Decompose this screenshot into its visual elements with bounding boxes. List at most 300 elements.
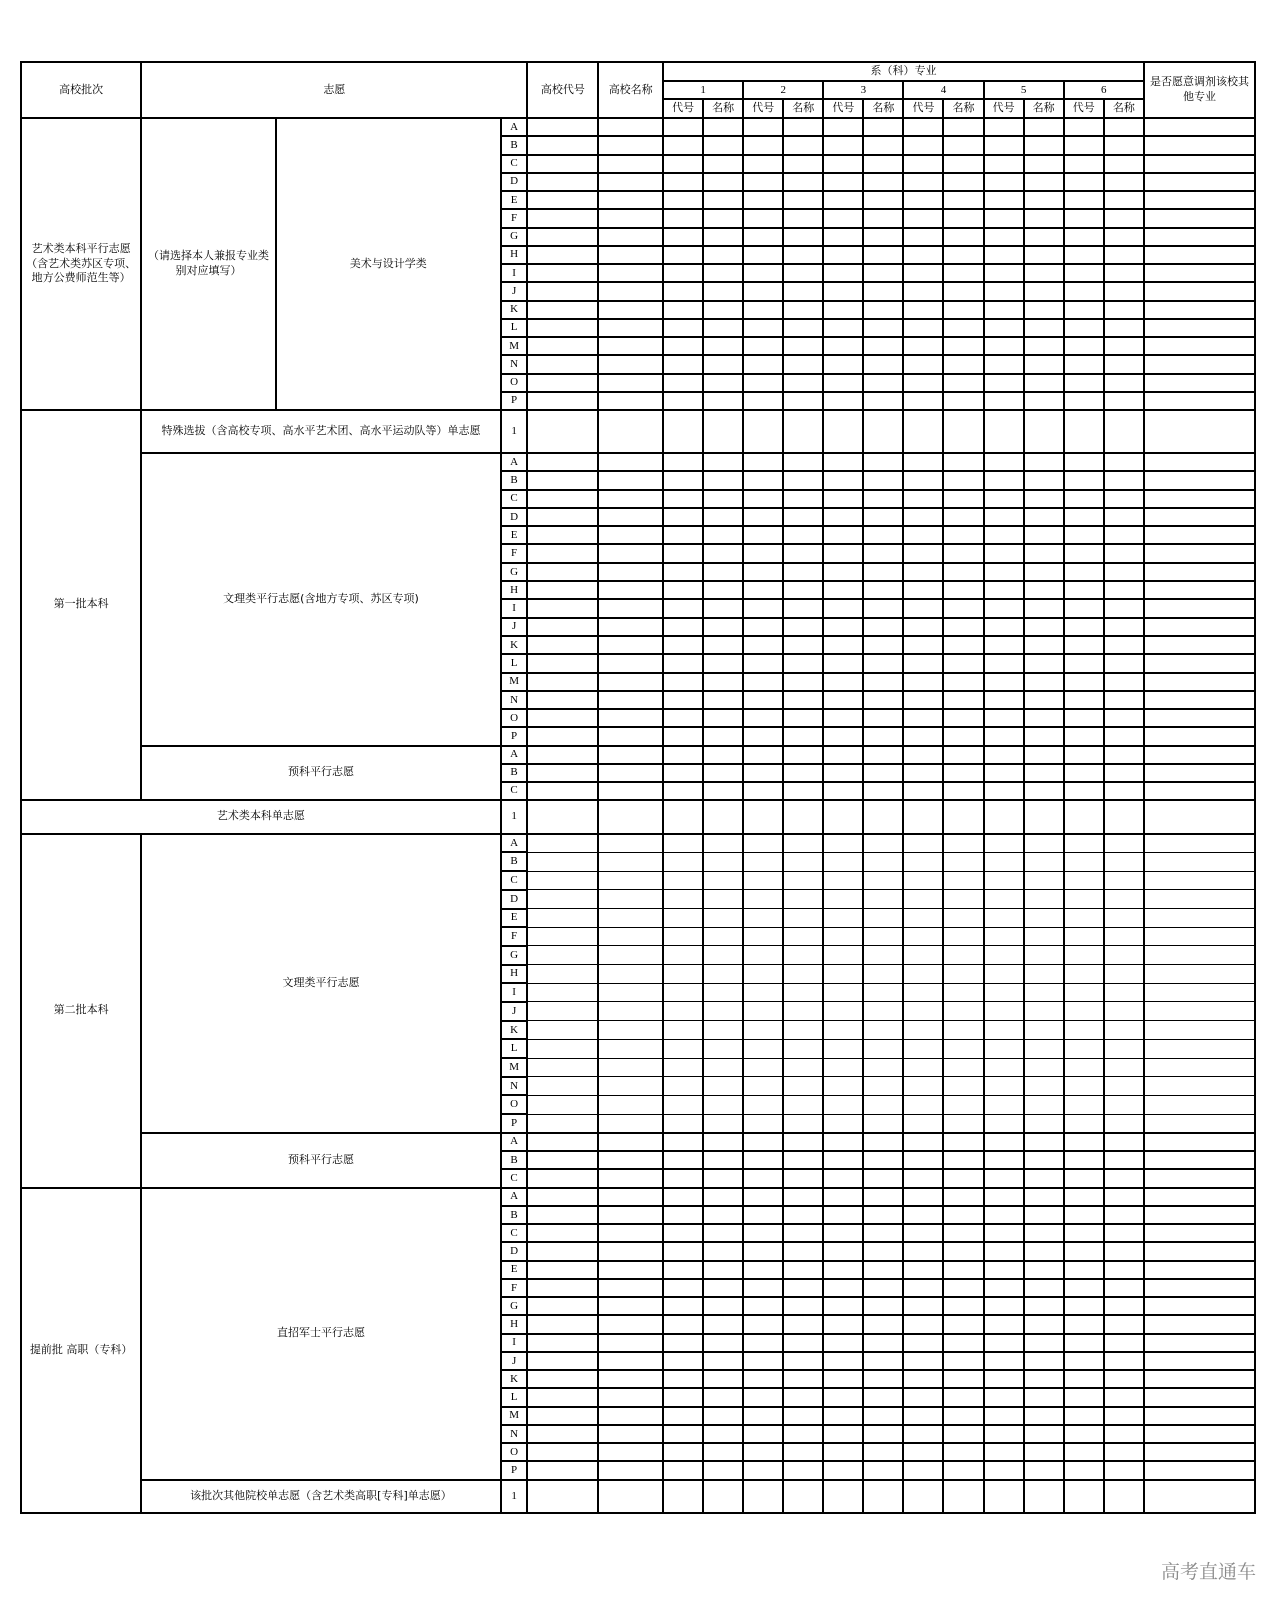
entry-cell[interactable] — [903, 1058, 943, 1077]
entry-cell[interactable] — [598, 800, 663, 834]
entry-cell[interactable] — [743, 965, 783, 984]
entry-cell[interactable] — [598, 471, 663, 489]
entry-cell[interactable] — [527, 636, 598, 654]
entry-cell[interactable] — [1104, 490, 1144, 508]
entry-cell[interactable] — [823, 1334, 863, 1352]
entry-cell[interactable] — [1104, 727, 1144, 745]
entry-cell[interactable] — [823, 1480, 863, 1513]
entry-cell[interactable] — [903, 1002, 943, 1021]
entry-cell[interactable] — [598, 301, 663, 319]
entry-cell[interactable] — [743, 746, 783, 764]
entry-cell[interactable] — [984, 1261, 1024, 1279]
entry-cell[interactable] — [863, 890, 903, 909]
entry-cell[interactable] — [598, 1480, 663, 1513]
entry-cell[interactable] — [663, 355, 703, 373]
entry-cell[interactable] — [783, 1279, 823, 1297]
entry-cell[interactable] — [1104, 319, 1144, 337]
entry-cell[interactable] — [1064, 800, 1104, 834]
entry-cell[interactable] — [703, 746, 743, 764]
entry-cell[interactable] — [943, 1279, 983, 1297]
entry-cell[interactable] — [663, 1242, 703, 1260]
entry-cell[interactable] — [1144, 173, 1255, 191]
entry-cell[interactable] — [703, 136, 743, 154]
entry-cell[interactable] — [598, 691, 663, 709]
entry-cell[interactable] — [1104, 1334, 1144, 1352]
entry-cell[interactable] — [703, 155, 743, 173]
entry-cell[interactable] — [663, 453, 703, 471]
entry-cell[interactable] — [984, 1425, 1024, 1443]
entry-cell[interactable] — [598, 636, 663, 654]
entry-cell[interactable] — [943, 1058, 983, 1077]
entry-cell[interactable] — [743, 581, 783, 599]
entry-cell[interactable] — [984, 1058, 1024, 1077]
entry-cell[interactable] — [863, 965, 903, 984]
entry-cell[interactable] — [1064, 599, 1104, 617]
entry-cell[interactable] — [743, 1039, 783, 1058]
entry-cell[interactable] — [984, 909, 1024, 928]
entry-cell[interactable] — [823, 136, 863, 154]
entry-cell[interactable] — [783, 890, 823, 909]
entry-cell[interactable] — [1024, 636, 1064, 654]
entry-cell[interactable] — [1144, 746, 1255, 764]
entry-cell[interactable] — [1104, 563, 1144, 581]
entry-cell[interactable] — [1104, 636, 1144, 654]
entry-cell[interactable] — [527, 581, 598, 599]
entry-cell[interactable] — [1024, 1461, 1064, 1479]
entry-cell[interactable] — [743, 691, 783, 709]
entry-cell[interactable] — [743, 471, 783, 489]
entry-cell[interactable] — [1024, 136, 1064, 154]
entry-cell[interactable] — [703, 1133, 743, 1151]
entry-cell[interactable] — [598, 946, 663, 965]
entry-cell[interactable] — [1064, 1151, 1104, 1169]
entry-cell[interactable] — [663, 1169, 703, 1187]
entry-cell[interactable] — [943, 301, 983, 319]
entry-cell[interactable] — [743, 927, 783, 946]
entry-cell[interactable] — [1024, 764, 1064, 782]
entry-cell[interactable] — [1144, 1077, 1255, 1096]
entry-cell[interactable] — [783, 544, 823, 562]
entry-cell[interactable] — [1104, 599, 1144, 617]
entry-cell[interactable] — [527, 1039, 598, 1058]
entry-cell[interactable] — [1104, 1443, 1144, 1461]
entry-cell[interactable] — [1024, 410, 1064, 453]
entry-cell[interactable] — [703, 337, 743, 355]
entry-cell[interactable] — [743, 782, 783, 800]
entry-cell[interactable] — [743, 871, 783, 890]
entry-cell[interactable] — [823, 1151, 863, 1169]
entry-cell[interactable] — [984, 782, 1024, 800]
entry-cell[interactable] — [703, 927, 743, 946]
entry-cell[interactable] — [743, 1315, 783, 1333]
entry-cell[interactable] — [1024, 852, 1064, 871]
entry-cell[interactable] — [903, 965, 943, 984]
entry-cell[interactable] — [663, 1039, 703, 1058]
entry-cell[interactable] — [903, 709, 943, 727]
entry-cell[interactable] — [823, 191, 863, 209]
entry-cell[interactable] — [1104, 118, 1144, 136]
entry-cell[interactable] — [663, 636, 703, 654]
entry-cell[interactable] — [743, 136, 783, 154]
entry-cell[interactable] — [1104, 1407, 1144, 1425]
entry-cell[interactable] — [903, 673, 943, 691]
entry-cell[interactable] — [1144, 909, 1255, 928]
entry-cell[interactable] — [1104, 1315, 1144, 1333]
entry-cell[interactable] — [663, 852, 703, 871]
entry-cell[interactable] — [943, 871, 983, 890]
entry-cell[interactable] — [1104, 800, 1144, 834]
entry-cell[interactable] — [903, 1334, 943, 1352]
entry-cell[interactable] — [823, 764, 863, 782]
entry-cell[interactable] — [943, 1242, 983, 1260]
entry-cell[interactable] — [1024, 374, 1064, 392]
entry-cell[interactable] — [1144, 1261, 1255, 1279]
entry-cell[interactable] — [743, 374, 783, 392]
entry-cell[interactable] — [527, 191, 598, 209]
entry-cell[interactable] — [1024, 337, 1064, 355]
entry-cell[interactable] — [1104, 136, 1144, 154]
entry-cell[interactable] — [1064, 155, 1104, 173]
entry-cell[interactable] — [1064, 337, 1104, 355]
entry-cell[interactable] — [663, 1095, 703, 1114]
entry-cell[interactable] — [663, 782, 703, 800]
entry-cell[interactable] — [743, 1188, 783, 1206]
entry-cell[interactable] — [823, 983, 863, 1002]
entry-cell[interactable] — [703, 1039, 743, 1058]
entry-cell[interactable] — [703, 654, 743, 672]
entry-cell[interactable] — [663, 983, 703, 1002]
entry-cell[interactable] — [1104, 209, 1144, 227]
entry-cell[interactable] — [783, 508, 823, 526]
entry-cell[interactable] — [663, 1352, 703, 1370]
entry-cell[interactable] — [703, 1461, 743, 1479]
entry-cell[interactable] — [863, 508, 903, 526]
entry-cell[interactable] — [1144, 410, 1255, 453]
entry-cell[interactable] — [1024, 490, 1064, 508]
entry-cell[interactable] — [743, 709, 783, 727]
entry-cell[interactable] — [863, 654, 903, 672]
entry-cell[interactable] — [783, 209, 823, 227]
entry-cell[interactable] — [743, 453, 783, 471]
entry-cell[interactable] — [783, 118, 823, 136]
entry-cell[interactable] — [1144, 946, 1255, 965]
entry-cell[interactable] — [703, 800, 743, 834]
entry-cell[interactable] — [984, 1443, 1024, 1461]
entry-cell[interactable] — [1024, 155, 1064, 173]
entry-cell[interactable] — [703, 544, 743, 562]
entry-cell[interactable] — [1024, 563, 1064, 581]
entry-cell[interactable] — [823, 800, 863, 834]
entry-cell[interactable] — [703, 581, 743, 599]
entry-cell[interactable] — [598, 453, 663, 471]
entry-cell[interactable] — [598, 618, 663, 636]
entry-cell[interactable] — [1064, 927, 1104, 946]
entry-cell[interactable] — [598, 1188, 663, 1206]
entry-cell[interactable] — [783, 636, 823, 654]
entry-cell[interactable] — [863, 544, 903, 562]
entry-cell[interactable] — [903, 654, 943, 672]
entry-cell[interactable] — [943, 392, 983, 410]
entry-cell[interactable] — [663, 691, 703, 709]
entry-cell[interactable] — [663, 173, 703, 191]
entry-cell[interactable] — [903, 834, 943, 853]
entry-cell[interactable] — [903, 1133, 943, 1151]
entry-cell[interactable] — [703, 673, 743, 691]
entry-cell[interactable] — [663, 246, 703, 264]
entry-cell[interactable] — [863, 563, 903, 581]
entry-cell[interactable] — [1104, 890, 1144, 909]
entry-cell[interactable] — [1024, 191, 1064, 209]
entry-cell[interactable] — [984, 1388, 1024, 1406]
entry-cell[interactable] — [1144, 1425, 1255, 1443]
entry-cell[interactable] — [783, 1039, 823, 1058]
entry-cell[interactable] — [743, 1002, 783, 1021]
entry-cell[interactable] — [663, 228, 703, 246]
entry-cell[interactable] — [663, 490, 703, 508]
entry-cell[interactable] — [743, 392, 783, 410]
entry-cell[interactable] — [1144, 264, 1255, 282]
entry-cell[interactable] — [1104, 374, 1144, 392]
entry-cell[interactable] — [984, 1334, 1024, 1352]
entry-cell[interactable] — [943, 890, 983, 909]
entry-cell[interactable] — [903, 392, 943, 410]
entry-cell[interactable] — [984, 246, 1024, 264]
entry-cell[interactable] — [903, 1388, 943, 1406]
entry-cell[interactable] — [783, 727, 823, 745]
entry-cell[interactable] — [527, 410, 598, 453]
entry-cell[interactable] — [1064, 764, 1104, 782]
entry-cell[interactable] — [1144, 834, 1255, 853]
entry-cell[interactable] — [1064, 1461, 1104, 1479]
entry-cell[interactable] — [743, 319, 783, 337]
entry-cell[interactable] — [743, 1151, 783, 1169]
entry-cell[interactable] — [863, 191, 903, 209]
entry-cell[interactable] — [783, 691, 823, 709]
entry-cell[interactable] — [743, 209, 783, 227]
entry-cell[interactable] — [527, 1058, 598, 1077]
entry-cell[interactable] — [1064, 1242, 1104, 1260]
entry-cell[interactable] — [1064, 355, 1104, 373]
entry-cell[interactable] — [663, 1425, 703, 1443]
entry-cell[interactable] — [743, 508, 783, 526]
entry-cell[interactable] — [1144, 319, 1255, 337]
entry-cell[interactable] — [984, 301, 1024, 319]
entry-cell[interactable] — [743, 983, 783, 1002]
entry-cell[interactable] — [663, 374, 703, 392]
entry-cell[interactable] — [783, 155, 823, 173]
entry-cell[interactable] — [903, 410, 943, 453]
entry-cell[interactable] — [823, 1002, 863, 1021]
entry-cell[interactable] — [903, 136, 943, 154]
entry-cell[interactable] — [943, 1133, 983, 1151]
entry-cell[interactable] — [823, 471, 863, 489]
entry-cell[interactable] — [943, 155, 983, 173]
entry-cell[interactable] — [984, 563, 1024, 581]
entry-cell[interactable] — [743, 890, 783, 909]
entry-cell[interactable] — [984, 1151, 1024, 1169]
entry-cell[interactable] — [863, 471, 903, 489]
entry-cell[interactable] — [703, 1297, 743, 1315]
entry-cell[interactable] — [863, 871, 903, 890]
entry-cell[interactable] — [743, 852, 783, 871]
entry-cell[interactable] — [863, 490, 903, 508]
entry-cell[interactable] — [1104, 191, 1144, 209]
entry-cell[interactable] — [984, 453, 1024, 471]
entry-cell[interactable] — [1064, 1388, 1104, 1406]
entry-cell[interactable] — [1064, 264, 1104, 282]
entry-cell[interactable] — [1024, 946, 1064, 965]
entry-cell[interactable] — [527, 453, 598, 471]
entry-cell[interactable] — [1024, 909, 1064, 928]
entry-cell[interactable] — [1024, 301, 1064, 319]
entry-cell[interactable] — [663, 526, 703, 544]
entry-cell[interactable] — [984, 118, 1024, 136]
entry-cell[interactable] — [527, 1169, 598, 1187]
entry-cell[interactable] — [1064, 890, 1104, 909]
entry-cell[interactable] — [743, 410, 783, 453]
entry-cell[interactable] — [903, 1425, 943, 1443]
entry-cell[interactable] — [823, 355, 863, 373]
entry-cell[interactable] — [863, 301, 903, 319]
entry-cell[interactable] — [743, 764, 783, 782]
entry-cell[interactable] — [984, 1480, 1024, 1513]
entry-cell[interactable] — [527, 834, 598, 853]
entry-cell[interactable] — [783, 526, 823, 544]
entry-cell[interactable] — [743, 544, 783, 562]
entry-cell[interactable] — [943, 136, 983, 154]
entry-cell[interactable] — [598, 1388, 663, 1406]
entry-cell[interactable] — [863, 983, 903, 1002]
entry-cell[interactable] — [703, 1370, 743, 1388]
entry-cell[interactable] — [1144, 471, 1255, 489]
entry-cell[interactable] — [527, 1151, 598, 1169]
entry-cell[interactable] — [823, 1114, 863, 1133]
entry-cell[interactable] — [903, 1095, 943, 1114]
entry-cell[interactable] — [1104, 1242, 1144, 1260]
entry-cell[interactable] — [527, 1425, 598, 1443]
entry-cell[interactable] — [743, 337, 783, 355]
entry-cell[interactable] — [984, 173, 1024, 191]
entry-cell[interactable] — [783, 871, 823, 890]
entry-cell[interactable] — [783, 909, 823, 928]
entry-cell[interactable] — [863, 319, 903, 337]
entry-cell[interactable] — [1104, 1224, 1144, 1242]
entry-cell[interactable] — [823, 673, 863, 691]
entry-cell[interactable] — [1104, 1206, 1144, 1224]
entry-cell[interactable] — [1064, 508, 1104, 526]
entry-cell[interactable] — [863, 209, 903, 227]
entry-cell[interactable] — [743, 1407, 783, 1425]
entry-cell[interactable] — [943, 709, 983, 727]
entry-cell[interactable] — [527, 337, 598, 355]
entry-cell[interactable] — [1064, 852, 1104, 871]
entry-cell[interactable] — [663, 834, 703, 853]
entry-cell[interactable] — [823, 1461, 863, 1479]
entry-cell[interactable] — [1064, 1370, 1104, 1388]
entry-cell[interactable] — [903, 1261, 943, 1279]
entry-cell[interactable] — [527, 618, 598, 636]
entry-cell[interactable] — [1064, 1297, 1104, 1315]
entry-cell[interactable] — [527, 1279, 598, 1297]
entry-cell[interactable] — [1104, 1114, 1144, 1133]
entry-cell[interactable] — [984, 392, 1024, 410]
entry-cell[interactable] — [527, 871, 598, 890]
entry-cell[interactable] — [984, 965, 1024, 984]
entry-cell[interactable] — [823, 563, 863, 581]
entry-cell[interactable] — [903, 264, 943, 282]
entry-cell[interactable] — [903, 1480, 943, 1513]
entry-cell[interactable] — [527, 471, 598, 489]
entry-cell[interactable] — [863, 782, 903, 800]
entry-cell[interactable] — [903, 490, 943, 508]
entry-cell[interactable] — [903, 1461, 943, 1479]
entry-cell[interactable] — [863, 636, 903, 654]
entry-cell[interactable] — [783, 1443, 823, 1461]
entry-cell[interactable] — [984, 1021, 1024, 1040]
entry-cell[interactable] — [743, 490, 783, 508]
entry-cell[interactable] — [823, 581, 863, 599]
entry-cell[interactable] — [1064, 1315, 1104, 1333]
entry-cell[interactable] — [703, 173, 743, 191]
entry-cell[interactable] — [1064, 173, 1104, 191]
entry-cell[interactable] — [1144, 526, 1255, 544]
entry-cell[interactable] — [703, 1169, 743, 1187]
entry-cell[interactable] — [903, 319, 943, 337]
entry-cell[interactable] — [783, 301, 823, 319]
entry-cell[interactable] — [1104, 1261, 1144, 1279]
entry-cell[interactable] — [703, 374, 743, 392]
entry-cell[interactable] — [703, 1334, 743, 1352]
entry-cell[interactable] — [743, 654, 783, 672]
entry-cell[interactable] — [823, 852, 863, 871]
entry-cell[interactable] — [1064, 526, 1104, 544]
entry-cell[interactable] — [598, 1206, 663, 1224]
entry-cell[interactable] — [703, 782, 743, 800]
entry-cell[interactable] — [1024, 1261, 1064, 1279]
entry-cell[interactable] — [783, 282, 823, 300]
entry-cell[interactable] — [984, 374, 1024, 392]
entry-cell[interactable] — [903, 691, 943, 709]
entry-cell[interactable] — [1024, 746, 1064, 764]
entry-cell[interactable] — [743, 246, 783, 264]
entry-cell[interactable] — [903, 890, 943, 909]
entry-cell[interactable] — [783, 834, 823, 853]
entry-cell[interactable] — [823, 173, 863, 191]
entry-cell[interactable] — [598, 392, 663, 410]
entry-cell[interactable] — [743, 228, 783, 246]
entry-cell[interactable] — [943, 764, 983, 782]
entry-cell[interactable] — [863, 410, 903, 453]
entry-cell[interactable] — [703, 319, 743, 337]
entry-cell[interactable] — [663, 136, 703, 154]
entry-cell[interactable] — [1064, 1279, 1104, 1297]
entry-cell[interactable] — [1104, 1352, 1144, 1370]
entry-cell[interactable] — [598, 526, 663, 544]
entry-cell[interactable] — [703, 909, 743, 928]
entry-cell[interactable] — [823, 1133, 863, 1151]
entry-cell[interactable] — [703, 1206, 743, 1224]
entry-cell[interactable] — [1144, 282, 1255, 300]
entry-cell[interactable] — [598, 1461, 663, 1479]
entry-cell[interactable] — [943, 1425, 983, 1443]
entry-cell[interactable] — [1144, 1002, 1255, 1021]
entry-cell[interactable] — [943, 246, 983, 264]
entry-cell[interactable] — [527, 173, 598, 191]
entry-cell[interactable] — [663, 1388, 703, 1406]
entry-cell[interactable] — [863, 1388, 903, 1406]
entry-cell[interactable] — [903, 852, 943, 871]
entry-cell[interactable] — [703, 264, 743, 282]
